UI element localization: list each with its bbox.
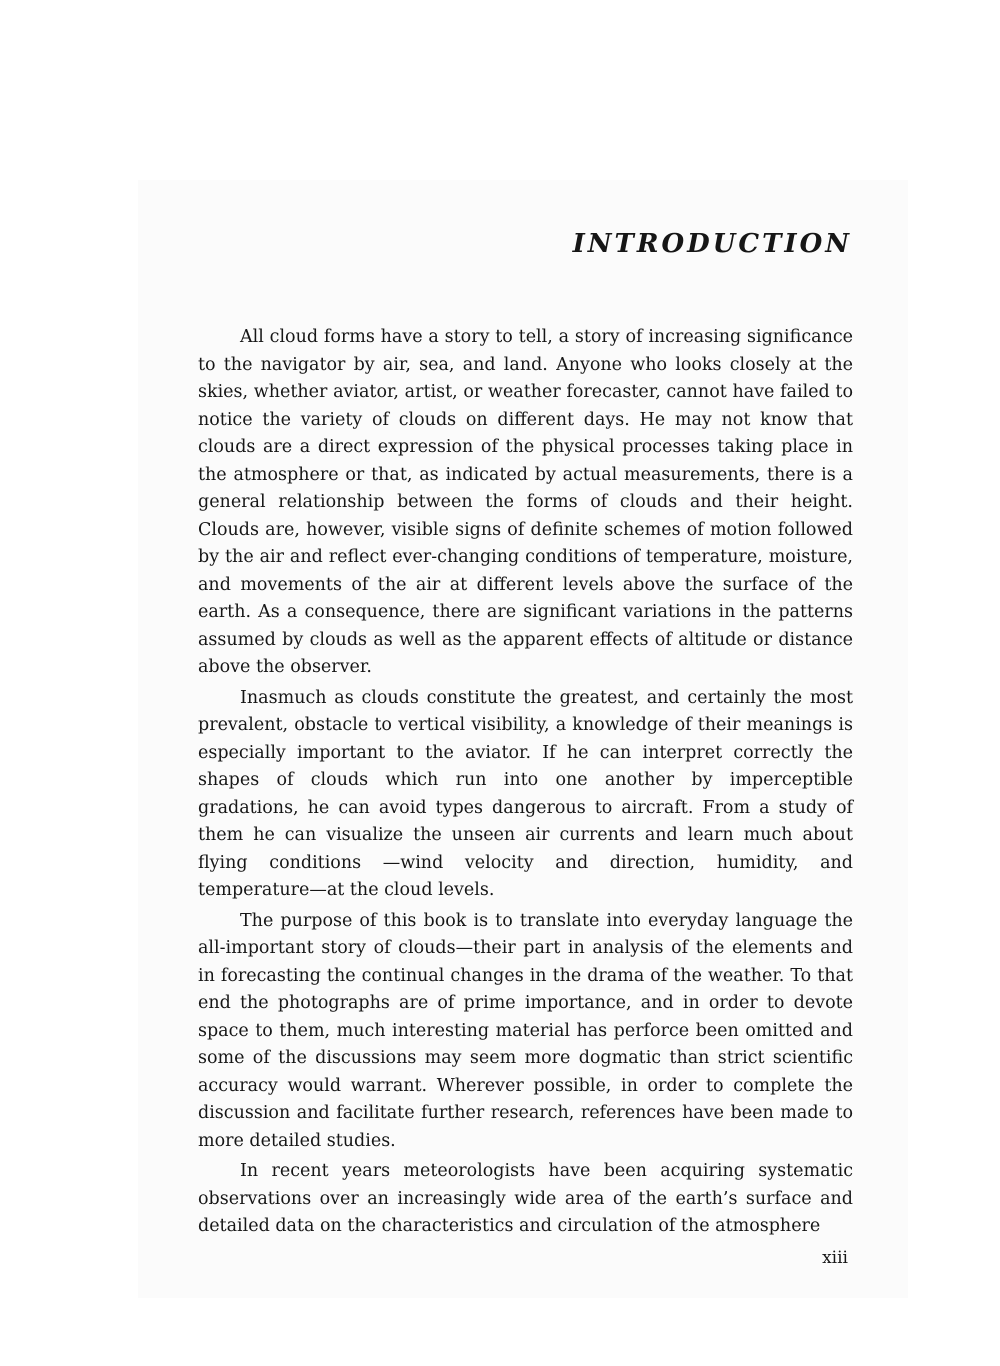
page-title: INTRODUCTION: [572, 229, 852, 260]
paragraph-4: In recent years meteorologists have been acquiring systematic observations over an increasingly wide area of the earth’s surface and detailed data on the characteristics and circulation of the atmosphere: [198, 1161, 853, 1236]
paragraph-3: The purpose of this book is to translate into everyday language the all-important story of clouds—their part in analysis of the elements and in forecasting the continual changes in the drama of the weather. To that end the photographs are of prime importance, and in order to devote space to them, much interesting material has perforce been omitted and some of the discussions may seem more dogmatic than strict scientific accuracy would warrant. Wherever possible, in order to complete the discussion and facilitate further research, references have been made to more detailed studies.: [198, 910, 853, 1151]
body-text: [198, 324, 853, 1244]
paragraph-1: All cloud forms have a story to tell, a story of increasing significance to the navigator by air, sea, and land. Anyone who looks closely at the skies, whether aviator, artist, or weather forecaster, cannot have failed to notice the variety of clouds on different days. He may not know that clouds are a direct expression of the physical processes taking place in the atmosphere or that, as indicated by actual measurements, there is a general relationship between the forms of clouds and their height. Clouds are, however, visible signs of definite schemes of motion followed by the air and reflect ever-changing conditions of temperature, moisture, and movements of the air at different levels above the surface of the earth. As a consequence, there are significant variations in the patterns assumed by clouds as well as the apparent effects of altitude or distance above the observer.: [198, 327, 853, 677]
paragraph-2: Inasmuch as clouds constitute the greatest, and certainly the most prevalent, obstacle to vertical visibility, a knowledge of their meanings is especially important to the aviator. If he can interpret correctly the shapes of clouds which run into one another by imperceptible gradations, he can avoid types dangerous to aircraft. From a study of them he can visualize the unseen air currents and learn much about flying conditions —wind velocity and direction, humidity, and temperature—at the cloud levels.: [198, 687, 853, 900]
page-number: xiii: [822, 1248, 848, 1268]
